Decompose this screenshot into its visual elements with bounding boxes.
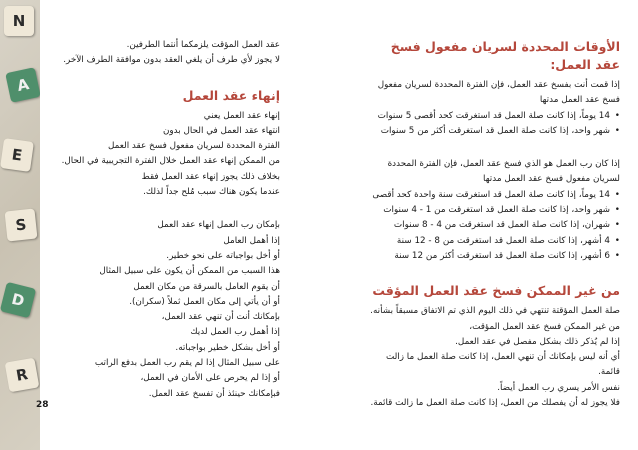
list-item: • 14 يوماً، إذا كانت صلة العمل قد استغرقت كحد أقصى 5 سنوات (362, 109, 620, 124)
list-item: • 4 أشهر، إذا كانت صلة العمل قد استغرقت من 8 - 12 سنة (362, 234, 620, 249)
text-line: أو أخل بواجباته على نحو خطير. (166, 250, 280, 261)
text-line: إذا لم يُذكر ذلك بشكل مفصل في عقد العمل. (455, 336, 620, 347)
text-line: نفس الأمر يسري رب العمل أيضاً. (497, 382, 620, 393)
paragraph: إذا قمت أنت بفسخ عقد العمل، فإن الفترة المحددة لسريان مفعول فسخ عقد العمل مدتها (377, 80, 620, 106)
text-line: انتهاء عقد العمل في الحال بدون (162, 125, 280, 136)
text-line: بخلاف ذلك يجوز إنهاء عقد العمل فقط (141, 171, 280, 182)
left-column (48, 38, 280, 402)
text-line: فبإمكانك حينئذ أن تفسخ عقد العمل. (148, 388, 280, 399)
tile: A (5, 67, 40, 103)
text-line: صلة العمل المؤقتة تنتهي في ذلك اليوم الذي تم الاتفاق مسبقاً بشأنه. (370, 306, 620, 317)
text-line: لا يجوز لأي طرف أن يلغي العقد بدون موافقة الطرف الآخر. (63, 55, 280, 66)
bullet-list (362, 188, 620, 264)
tile: D (0, 282, 36, 318)
text-line: أو إذا لم يحرص على الأمان في العمل، (140, 373, 280, 384)
tile: S (5, 209, 38, 242)
text-line: إذا أهمل العامل (223, 235, 280, 246)
text-line: بإمكانك أنت أن تنهي عقد العمل، (161, 312, 280, 323)
text-line: هذا السبب من الممكن أن يكون على سبيل المثال (99, 266, 280, 277)
text-line: إنهاء عقد العمل يعني (203, 110, 280, 121)
paragraph: إذا كان رب العمل هو الذي فسخ عقد العمل، فإن الفترة المحددة لسريان مفعول فسخ عقد العمل مدتها (387, 159, 620, 185)
text-line: الفترة المحددة لسريان مفعول فسخ عقد العمل (108, 141, 280, 152)
tile: N (4, 6, 34, 36)
text-line: من غير الممكن فسخ عقد العمل المؤقت، (469, 321, 620, 332)
text-line: من الممكن إنهاء عقد العمل خلال الفترة التجريبية في الحال. (61, 156, 280, 167)
text-line: أن يقوم العامل بالسرقة من مكان العمل (133, 281, 280, 292)
list-item: • 6 أشهر، إذا كانت صلة العمل قد استغرقت أكثر من 12 سنة (362, 249, 620, 264)
heading-termination-periods: الأوقات المحددة لسريان مفعول فسخ عقد العمل: (390, 39, 620, 72)
heading-fixed-term-contract: من غير الممكن فسخ عقد العمل المؤقت (372, 283, 620, 299)
text-line: عقد العمل المؤقت يلزمكما أنتما الطرفين. (126, 40, 280, 50)
text-line: إذا أهمل رب العمل لديك (190, 327, 280, 338)
list-item: • 14 يوماً، إذا كانت صلة العمل قد استغرقت سنة واحدة كحد أقصى (362, 188, 620, 203)
text-line: أو أخل بشكل خطير بواجباته. (175, 342, 280, 353)
right-column (362, 38, 620, 411)
text-line: بإمكان رب العمل إنهاء عقد العمل (157, 220, 280, 231)
list-item: • شهر واحد، إذا كانت صلة العمل قد استغرقت أكثر من 5 سنوات (362, 124, 620, 139)
scrabble-tiles-decoration (0, 0, 40, 450)
list-item: • شهر واحد، إذا كانت صلة العمل قد استغرقت من 1 - 4 سنوات (362, 203, 620, 218)
text-line: أو أن يأتي إلى مكان العمل ثملاً (سكران). (129, 296, 280, 307)
bullet-list (362, 109, 620, 140)
text-line: عندما يكون هناك سبب مُلح جداً لذلك. (143, 187, 280, 198)
text-line: فلا يجوز له أن يفصلك من العمل، إذا كانت صلة العمل ما زالت قائمة. (370, 398, 620, 409)
tile: E (0, 138, 34, 172)
list-item: • شهران، إذا كانت صلة العمل قد استغرقت من 4 - 8 سنوات (362, 218, 620, 233)
heading-contract-termination: إنهاء عقد العمل (182, 87, 280, 103)
text-line: على سبيل المثال إذا لم يقم رب العمل بدفع الراتب (94, 358, 280, 369)
tile: R (5, 358, 40, 393)
page-number: 28 (36, 400, 49, 410)
text-line: أي أنه ليس بإمكانك أن تنهي العمل، إذا كانت صلة العمل ما زالت قائمة. (385, 352, 620, 378)
